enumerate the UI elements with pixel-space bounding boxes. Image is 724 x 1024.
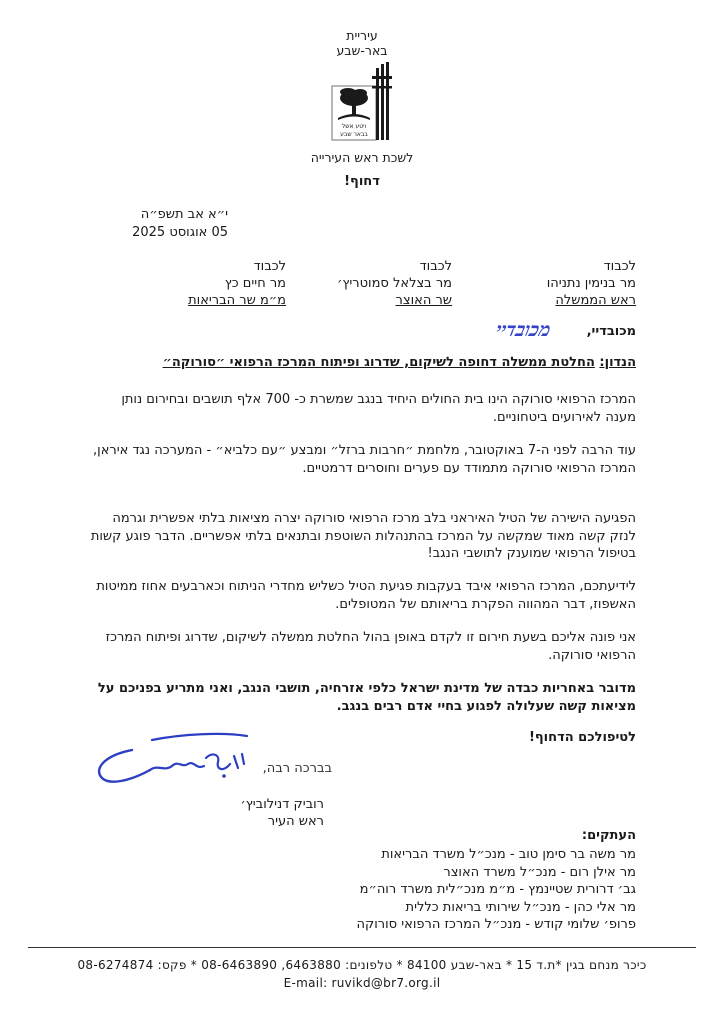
- cc-item: פרופ׳ שלומי קודש - מנכ״ל המרכז הרפואי סורוקה: [356, 917, 636, 932]
- hebrew-date: י״א אב תשפ״ה: [140, 207, 228, 222]
- recipient-health-minister: [188, 258, 286, 309]
- mayor-block: [240, 796, 324, 830]
- body-paragraph: המרכז הרפואי סורוקה הינו בית החולים היחיד בנגב שמשרת כ- 700 אלף תושבים ובחירום נותן מענה לאירועים ביטחוניים.: [121, 392, 636, 425]
- cc-item: מר אלי כהן - מנכ״ל שירותי בריאות כללית: [405, 899, 636, 915]
- closing-line: לטיפולכם הדחוף!: [528, 730, 636, 745]
- emblem-text-line2: בבאר שבע: [340, 131, 368, 138]
- body-paragraph: עוד הרבה לפני ה-7 באוקטובר, מלחמת ״חרבות ברזל״ ומבצע ״עם כלביא״ - המערכה נגד איראן, המרכז הרפואי סורוקה מתמודד עם פערים וחוסרים דרמטיים.: [93, 443, 636, 476]
- city-name-line2: באר-שבע: [336, 43, 388, 58]
- recipient-role: שר האוצר: [395, 293, 452, 308]
- recipient-name: מר בנימין נתניהו: [546, 276, 636, 291]
- handwritten-salutation: [439, 313, 559, 345]
- recipient-role: ראש הממשלה: [555, 293, 636, 308]
- cc-list: [357, 846, 636, 934]
- cc-title: העתקים:: [581, 828, 636, 843]
- body-paragraph-emphasis: מדובר באחריות כבדה של מדינת ישראל כלפי אזרחיה, תושבי הנגב, ואני מתריע בפניכם על מציאות קשה שעלולה לפגוע בחיי אדם רבים בנגב.: [97, 681, 636, 714]
- recipient-role: מ״מ שר הבריאות: [188, 293, 286, 308]
- office-title: לשכת ראש העירייה: [310, 150, 414, 165]
- gregorian-date: 05 אוגוסט 2025: [132, 225, 228, 240]
- cc-item: מר אילן רום - מנכ״ל משרד האוצר: [443, 864, 636, 880]
- city-header: [0, 28, 724, 58]
- footer-divider: [28, 947, 696, 948]
- subject-label: הנדון:: [599, 355, 636, 370]
- mayor-role: ראש העיר: [267, 814, 324, 829]
- cc-item: מר משה בר סימן טוב - מנכ״ל משרד הבריאות: [381, 847, 636, 862]
- recipient-name: מר חיים כץ: [224, 276, 286, 291]
- recipient-title: לכבוד: [253, 259, 286, 274]
- city-emblem-icon: [330, 62, 394, 148]
- body-paragraph: הפגיעה הישירה של הטיל האיראני בלב מרכז הרפואי סורוקה יצרה מציאות בלתי אפשרית וגרמה לנזק קשה מאוד שמקשה על המרכז בהתנהלות השוטפת ובתנאים בלתי אפשריים. הדבר פוגע קשות בטיפול הרפואי שמוענק לתושבי הנגב!: [90, 511, 636, 561]
- signature-icon: [92, 730, 252, 792]
- emblem-text-line1: ויטע אשל: [341, 123, 367, 130]
- city-name-line1: עיריית: [346, 28, 378, 43]
- recipient-title: לכבוד: [603, 259, 636, 274]
- body-paragraph: לידיעתכם, המרכז הרפואי איבד בעקבות פגיעת הטיל כשליש מחדרי הניתוח וכארבעים אחוז ממיטות האשפוז, דבר המהווה הפקרת בריאותם של המטופלים.: [96, 579, 636, 612]
- subject-line: [76, 355, 636, 370]
- salutation: מכובדיי,: [586, 324, 636, 339]
- cc-item: גב׳ דרורית שטיינמץ - מ״מ מנכ״לית משרד רוה״מ: [359, 882, 636, 897]
- subject-text: החלטת ממשלה דחופה לשיקום, שדרוג ופיתוח המרכז הרפואי ״סורוקה״: [162, 355, 595, 370]
- mayor-name: רוביק דנילוביץ׳: [240, 797, 324, 812]
- handwritten-salutation-text: מכובדיי: [493, 318, 553, 341]
- letter-date: [132, 206, 228, 242]
- footer-address: כיכר מנחם בגין *ת.ד 15 * באר-שבע 84100 * טלפונים: 6463880, 08-6463890 * פקס: 08-6274874: [77, 958, 647, 972]
- urgent-label: דחוף!: [344, 174, 380, 189]
- recipient-name: מר בצלאל סמוטריץ׳: [336, 276, 452, 291]
- recipient-finance-minister: [337, 258, 452, 309]
- regards: בברכה רבה,: [262, 761, 332, 776]
- recipient-title: לכבוד: [419, 259, 452, 274]
- footer-email: E-mail: ruvikd@br7.org.il: [283, 976, 441, 990]
- recipient-prime-minister: [547, 258, 636, 309]
- body-paragraph: אני פונה אליכם בשעת חירום זו לקדם באופן בהול החלטת ממשלה לשיקום, שדרוג ופיתוח המרכז הרפואי סורוקה.: [105, 630, 636, 663]
